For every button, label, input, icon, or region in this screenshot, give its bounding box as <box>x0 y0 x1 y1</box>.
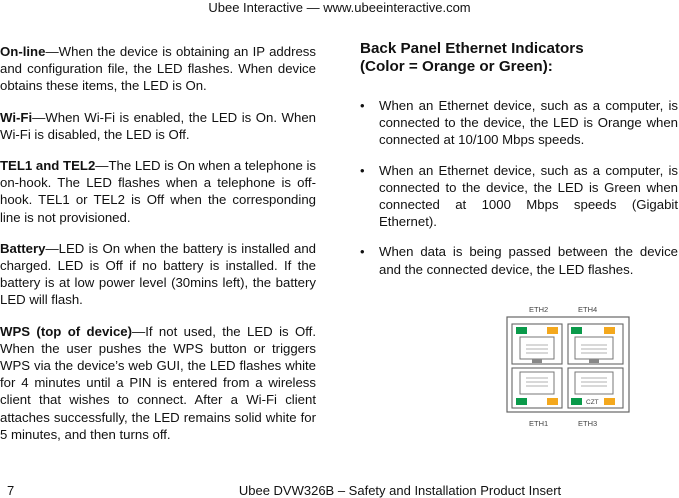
tel-term: TEL1 and TEL2 <box>0 158 96 174</box>
section-title <box>360 40 678 75</box>
led-green-eth4 <box>571 327 582 334</box>
bullet-icon: • <box>360 98 365 113</box>
port-label-eth1: ETH1 <box>529 419 549 428</box>
ethernet-indicators-section <box>360 40 678 291</box>
bullet-icon: • <box>360 162 365 178</box>
bullet-item-green <box>360 162 678 231</box>
led-descriptions <box>0 43 316 457</box>
bullet-text: When an Ethernet device, such as a computer, is connected to the device, the LED is Orange when connected at 10/100 Mbps speeds. <box>379 98 678 148</box>
battery-text: —LED is On when the battery is installed and charged. LED is Off if no battery is installed. If the battery is at low power level (30mins left), the battery LED will flash. <box>0 240 316 308</box>
led-orange-eth1 <box>547 398 558 405</box>
led-orange-eth4 <box>604 327 615 334</box>
port-label-eth2: ETH2 <box>529 305 549 314</box>
led-green-eth1 <box>516 398 527 405</box>
footer-title: Ubee DVW326B – Safety and Installation Product Insert <box>238 483 562 498</box>
bullet-icon: • <box>360 244 365 260</box>
port-marking: CZT <box>586 399 599 406</box>
battery-paragraph <box>0 240 316 309</box>
section-title-line2: (Color = Orange or Green): <box>360 57 553 75</box>
page-number: 7 <box>7 483 15 498</box>
wps-term: WPS (top of device) <box>0 323 133 339</box>
led-orange-eth3 <box>604 398 615 405</box>
led-green-eth3 <box>571 398 582 405</box>
wifi-term: Wi-Fi <box>0 109 33 125</box>
battery-term: Battery <box>0 240 46 256</box>
ethernet-ports-figure <box>505 302 631 430</box>
online-text: —When the device is obtaining an IP address and configuration file, the LED flashes. When device obtains these items, the LED is On. <box>0 44 316 94</box>
page-header: Ubee Interactive — www.ubeeinteractive.com <box>208 0 471 15</box>
wps-text: —If not used, the LED is Off. When the user pushes the WPS button or triggers WPS via the device’s web GUI, the LED flashes white for 4 minutes until a PIN is entered from a wireless client that wishes to connect. After a Wi-Fi client attaches successfully, the LED remains solid white for 5 minutes, and then turns off. <box>0 323 316 442</box>
bullet-item-orange <box>360 97 678 149</box>
led-orange-eth2 <box>547 327 558 334</box>
port-label-eth4: ETH4 <box>578 305 598 314</box>
wifi-text: —When Wi-Fi is enabled, the LED is On. When Wi-Fi is disabled, the LED is Off. <box>0 109 316 142</box>
bullet-text: When data is being passed between the device and the connected device, the LED flashes. <box>379 244 678 277</box>
wps-paragraph <box>0 323 316 443</box>
led-green-eth2 <box>516 327 527 334</box>
ethernet-ports-diagram <box>505 302 631 430</box>
online-term: On-line <box>0 44 46 59</box>
tel-paragraph <box>0 157 316 226</box>
bullet-item-flash <box>360 243 678 277</box>
bullet-text: When an Ethernet device, such as a computer, is connected to the device, the LED is Green when connected at 1000 Mbps speeds (Gigabit Ethernet). <box>379 162 678 230</box>
port-label-eth3: ETH3 <box>578 419 598 428</box>
wifi-paragraph <box>0 109 316 143</box>
section-title-line1: Back Panel Ethernet Indicators <box>360 40 584 57</box>
online-paragraph <box>0 43 316 95</box>
tel-text: —The LED is On when a telephone is on-hook. The LED flashes when a telephone is off-hook. TEL1 or TEL2 is Off when the corresponding line is not provisioned. <box>0 158 316 225</box>
indicator-bullet-list <box>360 97 678 278</box>
